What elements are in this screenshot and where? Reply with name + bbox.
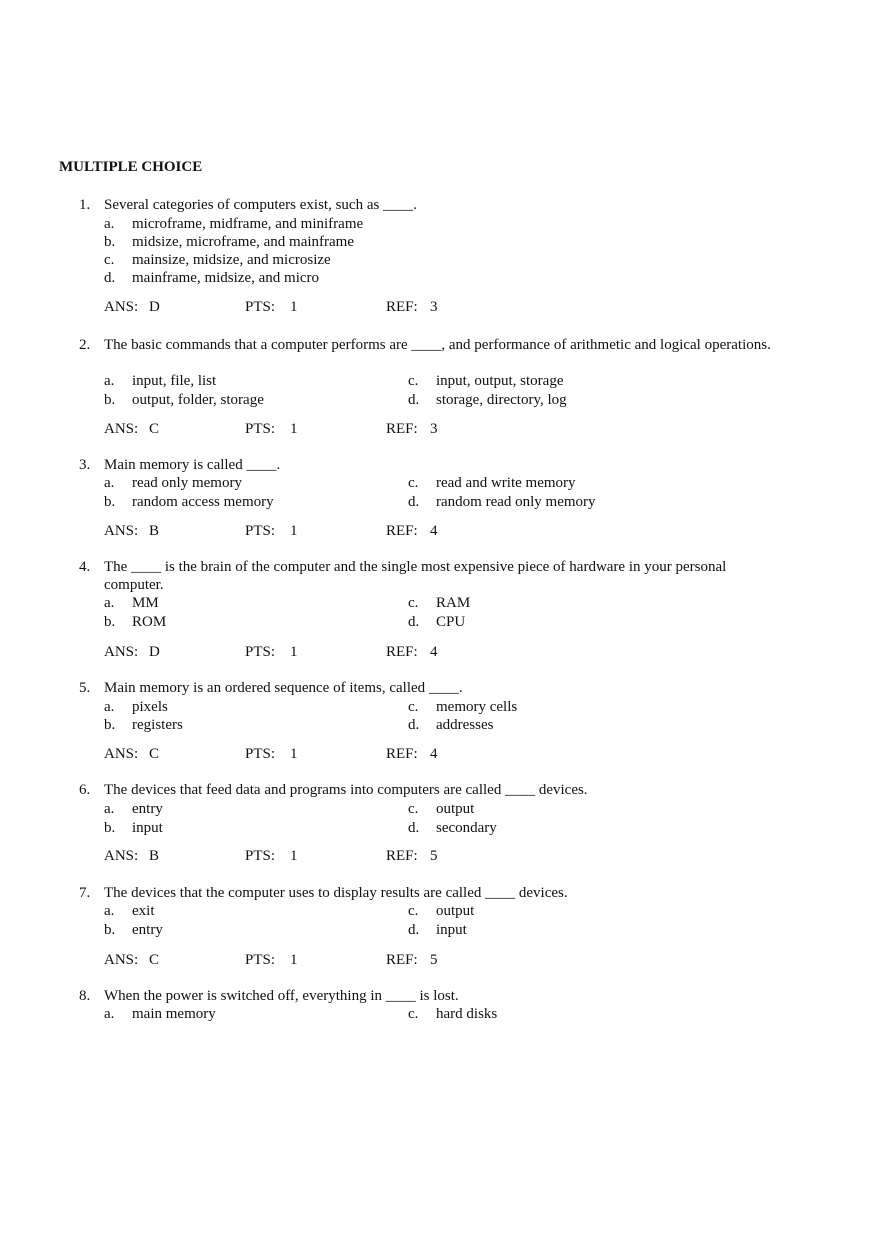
question-text: Main memory is an ordered sequence of items, called ____. (104, 680, 463, 696)
option-letter: c. (408, 475, 419, 491)
option-text: registers (132, 717, 183, 733)
option (408, 1005, 497, 1023)
pts-label: PTS: (245, 746, 276, 762)
ref-value: 4 (430, 523, 438, 539)
option-text: mainframe, midsize, and micro (132, 270, 320, 286)
option-text: exit (132, 903, 155, 919)
option-text: microframe, midframe, and miniframe (132, 216, 364, 232)
pts-label: PTS: (245, 421, 276, 437)
option-text: CPU (436, 614, 466, 630)
ans-label: ANS: (104, 299, 139, 315)
pts-label: PTS: (245, 848, 276, 864)
option-text: RAM (436, 595, 471, 611)
option-letter: a. (104, 595, 115, 611)
option-letter: c. (408, 373, 419, 389)
pts-value: 1 (290, 952, 298, 968)
option (104, 372, 216, 390)
pts-value: 1 (290, 523, 298, 539)
option-letter: c. (408, 903, 419, 919)
option (408, 613, 465, 631)
option-text: random access memory (132, 494, 274, 510)
ans-value: D (149, 299, 160, 315)
option (104, 474, 242, 492)
option-text: input, output, storage (436, 373, 564, 389)
ans-value: D (149, 644, 160, 660)
option-text: random read only memory (436, 494, 596, 510)
option (104, 251, 331, 269)
option (104, 902, 155, 920)
pts-value: 1 (290, 746, 298, 762)
question-number: 1. (79, 197, 91, 213)
pts-label: PTS: (245, 952, 276, 968)
ans-label: ANS: (104, 421, 139, 437)
option-letter: d. (408, 494, 420, 510)
option (104, 698, 168, 716)
option-text: hard disks (436, 1006, 498, 1022)
option-letter: c. (104, 252, 115, 268)
pts-value: 1 (290, 421, 298, 437)
ans-value: C (149, 952, 160, 968)
option (104, 800, 163, 818)
ans-value: C (149, 746, 160, 762)
ans-label: ANS: (104, 848, 139, 864)
option-letter: c. (408, 595, 419, 611)
option-text: output (436, 903, 475, 919)
option (104, 233, 354, 251)
question-text: The basic commands that a computer performs are ____, and performance of arithmetic and logical operations. (104, 337, 771, 353)
option-letter: b. (104, 234, 116, 250)
question-number: 2. (79, 337, 91, 353)
option-letter: c. (408, 801, 419, 817)
option-text: output (436, 801, 475, 817)
option (104, 1005, 216, 1023)
option-letter: b. (104, 494, 116, 510)
question-number: 4. (79, 559, 91, 575)
option (104, 391, 264, 409)
option-letter: a. (104, 699, 115, 715)
section-title: MULTIPLE CHOICE (59, 159, 203, 175)
option (104, 493, 274, 511)
question-text: Main memory is called ____. (104, 457, 281, 473)
option-letter: b. (104, 392, 116, 408)
option (408, 800, 474, 818)
ref-value: 3 (430, 421, 438, 437)
ref-label: REF: (386, 421, 418, 437)
option-letter: d. (408, 820, 420, 836)
ref-label: REF: (386, 746, 418, 762)
ans-value: B (149, 848, 160, 864)
option-letter: b. (104, 820, 116, 836)
pts-label: PTS: (245, 644, 276, 660)
option-letter: a. (104, 373, 115, 389)
option (408, 921, 467, 939)
option-text: output, folder, storage (132, 392, 264, 408)
option-letter: a. (104, 801, 115, 817)
question-text: Several categories of computers exist, such as ____. (104, 197, 417, 213)
option-letter: b. (104, 922, 116, 938)
question-number: 3. (79, 457, 91, 473)
ref-value: 5 (430, 952, 438, 968)
option (104, 215, 363, 233)
option (408, 493, 596, 511)
option (104, 594, 159, 612)
pts-label: PTS: (245, 299, 276, 315)
option-text: memory cells (436, 699, 518, 715)
option (408, 594, 470, 612)
ref-value: 3 (430, 299, 438, 315)
option-text: input (132, 820, 163, 836)
option-letter: d. (408, 614, 420, 630)
option-letter: a. (104, 903, 115, 919)
option-letter: c. (408, 1006, 419, 1022)
option-text: ROM (132, 614, 167, 630)
option (104, 613, 166, 631)
ans-label: ANS: (104, 523, 139, 539)
option (104, 819, 163, 837)
option (408, 391, 567, 409)
ans-label: ANS: (104, 952, 139, 968)
option (104, 921, 163, 939)
option-text: storage, directory, log (436, 392, 567, 408)
ans-value: B (149, 523, 160, 539)
question-number: 6. (79, 782, 91, 798)
question-number: 5. (79, 680, 91, 696)
option-text: addresses (436, 717, 494, 733)
ans-label: ANS: (104, 746, 139, 762)
question-text: The devices that the computer uses to display results are called ____ devices. (104, 885, 568, 901)
option-text: secondary (436, 820, 497, 836)
ref-value: 4 (430, 746, 438, 762)
option-text: read only memory (132, 475, 242, 491)
ref-value: 5 (430, 848, 438, 864)
pts-value: 1 (290, 299, 298, 315)
option (408, 819, 497, 837)
option-letter: a. (104, 216, 115, 232)
option-letter: a. (104, 475, 115, 491)
option (408, 902, 474, 920)
ref-label: REF: (386, 523, 418, 539)
option-letter: d. (408, 922, 420, 938)
option-text: mainsize, midsize, and microsize (132, 252, 331, 268)
ref-label: REF: (386, 644, 418, 660)
ref-label: REF: (386, 299, 418, 315)
question-number: 8. (79, 988, 91, 1004)
ref-value: 4 (430, 644, 438, 660)
option-text: entry (132, 801, 163, 817)
option (408, 698, 517, 716)
option-letter: a. (104, 1006, 115, 1022)
ref-label: REF: (386, 952, 418, 968)
option (104, 716, 183, 734)
option (104, 269, 319, 287)
pts-value: 1 (290, 848, 298, 864)
option (408, 372, 564, 390)
ans-label: ANS: (104, 644, 139, 660)
question-text: When the power is switched off, everything in ____ is lost. (104, 988, 459, 1004)
option (408, 716, 493, 734)
question-number: 7. (79, 885, 91, 901)
question-text: The ____ is the brain of the computer and the single most expensive piece of hardware in your personal computer. (104, 559, 727, 593)
option-text: input (436, 922, 467, 938)
option-letter: d. (408, 392, 420, 408)
option-letter: b. (104, 614, 116, 630)
option-letter: d. (408, 717, 420, 733)
option-text: MM (132, 595, 159, 611)
option-letter: b. (104, 717, 116, 733)
option-text: midsize, microframe, and mainframe (132, 234, 354, 250)
option-text: read and write memory (436, 475, 576, 491)
option-text: main memory (132, 1006, 216, 1022)
question-text: The devices that feed data and programs into computers are called ____ devices. (104, 782, 588, 798)
option-letter: d. (104, 270, 116, 286)
ref-label: REF: (386, 848, 418, 864)
option-text: input, file, list (132, 373, 217, 389)
pts-label: PTS: (245, 523, 276, 539)
ans-value: C (149, 421, 160, 437)
option (408, 474, 576, 492)
option-text: entry (132, 922, 163, 938)
pts-value: 1 (290, 644, 298, 660)
option-text: pixels (132, 699, 168, 715)
option-letter: c. (408, 699, 419, 715)
